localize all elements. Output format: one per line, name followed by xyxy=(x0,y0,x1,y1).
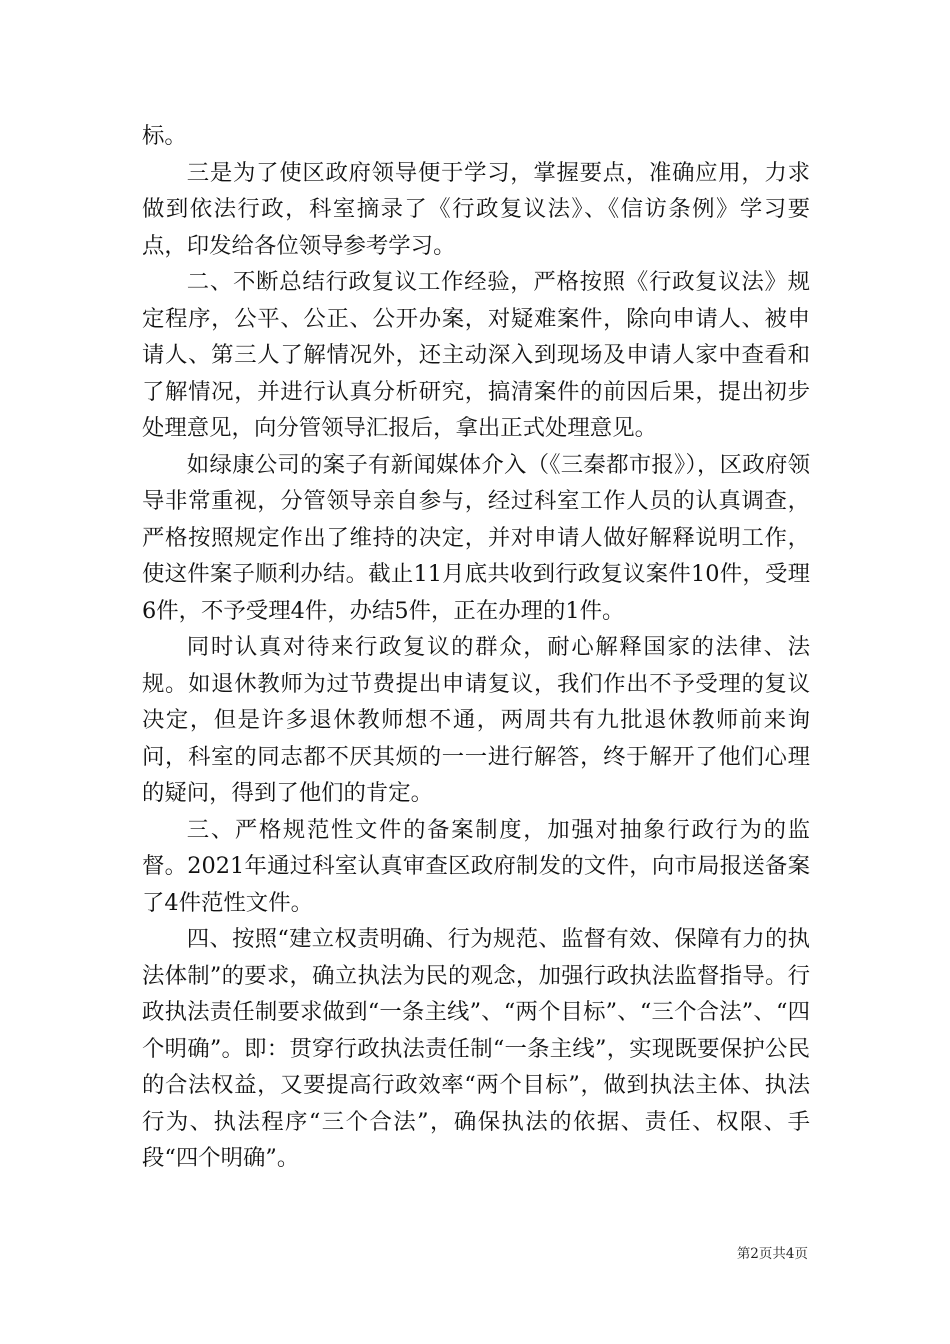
paragraph-review-experience: 二、不断总结行政复议工作经验，严格按照《行政复议法》规定程序，公平、公正、公开办案，对疑难案件，除向申请人、被申请人、第三人了解情况外，还主动深入到现场及申请人家中查看和了解情况，并进行认真分析研究，搞清案件的前因后果，提出初步处理意见，向分管领导汇报后，拿出正式处理意见。 xyxy=(142,269,810,441)
paragraph-document-filing: 三、严格规范性文件的备案制度，加强对抽象行政行为的监督。2021年通过科室认真审查区政府制发的文件，向市局报送备案了4件范性文件。 xyxy=(142,816,810,916)
paragraph-study-points: 三是为了使区政府领导便于学习，掌握要点，准确应用，力求做到依法行政，科室摘录了《行政复议法》、《信访条例》学习要点，印发给各位领导参考学习。 xyxy=(142,159,810,259)
paragraph-enforcement-system: 四、按照“建立权责明确、行为规范、监督有效、保障有力的执法体制”的要求，确立执法为民的观念，加强行政执法监督指导。行政执法责任制要求做到“一条主线”、“两个目标”、“三个合法”、“四个明确”。即：贯穿行政执法责任制“一条主线”，实现既要保护公民的合法权益，又要提高行政效率“两个目标”，做到执法主体、执法行为、执法程序“三个合法”，确保执法的依据、责任、权限、手段“四个明确”。 xyxy=(142,926,810,1171)
document-body xyxy=(142,118,810,1177)
page-number: 第2页共4页 xyxy=(736,1246,808,1262)
paragraph-retired-teachers: 同时认真对待来行政复议的群众，耐心解释国家的法律、法规。如退休教师为过节费提出申请复议，我们作出不予受理的复议决定，但是许多退休教师想不通，两周共有九批退休教师前来询问，科室的同志都不厌其烦的一一进行解答，终于解开了他们心理的疑问，得到了他们的肯定。 xyxy=(142,634,810,806)
paragraph-case-example: 如绿康公司的案子有新闻媒体介入（《三秦都市报》），区政府领导非常重视，分管领导亲自参与，经过科室工作人员的认真调查，严格按照规定作出了维持的决定，并对申请人做好解释说明工作，使这件案子顺利办结。截止11月底共收到行政复议案件10件，受理6件，不予受理4件，办结5件，正在办理的1件。 xyxy=(142,451,810,624)
paragraph-continuation: 标。 xyxy=(142,123,187,149)
